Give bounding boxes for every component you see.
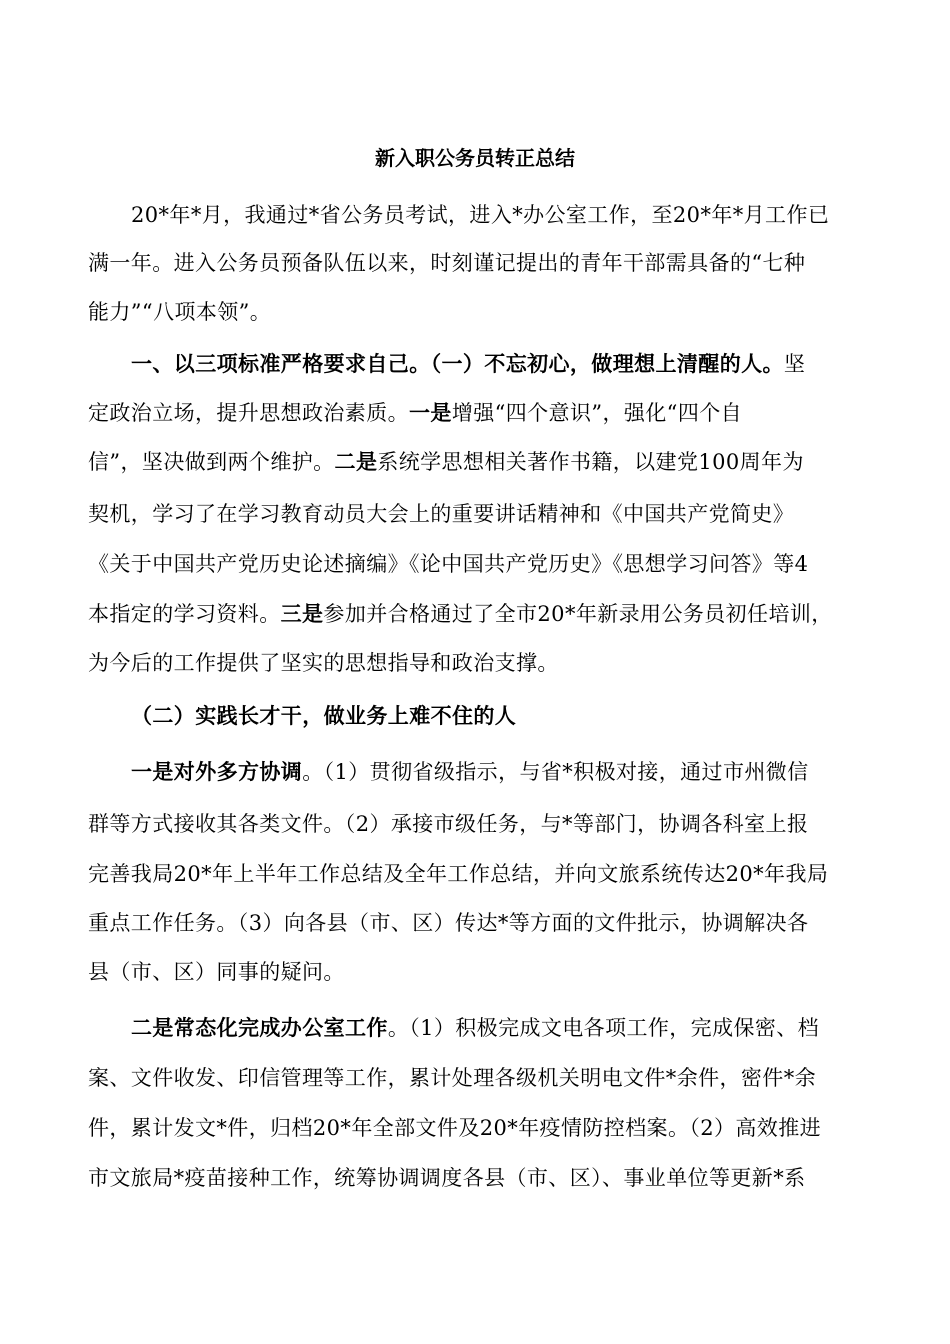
text-run: 系统学思想相关著作书籍，以建党100周年为 (377, 450, 804, 474)
text-run: 20*年*月，我通过*省公务员考试，进入*办公室工作，至20*年*月工作已 (131, 203, 830, 227)
text-run: 满一年。进入公务员预备队伍以来，时刻谨记提出的青年干部需具备的“七种 (88, 251, 806, 275)
body-line (88, 292, 271, 332)
body-line (88, 952, 345, 992)
body-line (88, 804, 808, 844)
text-run: 参加并合格通过了全市20*年新录用公务员初任培训， (323, 602, 833, 626)
text-run: 坚 (783, 352, 806, 376)
text-run: 完善我局20*年上半年工作总结及全年工作总结，并向文旅系统传达20*年我局 (88, 862, 829, 886)
text-run: 增强“四个意识”，强化“四个自 (451, 401, 743, 425)
body-line (88, 903, 808, 943)
bold-text: 二是 (334, 449, 378, 474)
body-line (131, 195, 829, 235)
document-title: 新入职公务员转正总结 (375, 146, 575, 170)
body-line (131, 1008, 819, 1048)
text-run: 定政治立场，提升思想政治素质。 (88, 401, 409, 425)
text-run: 《关于中国共产党历史论述摘编》《论中国共产党历史》《思想学习问答》等4 (88, 552, 809, 576)
bold-text: （二）实践长才干，做业务上难不住的人 (131, 703, 517, 728)
text-run: 重点工作任务。（3）向各县（市、区）传达*等方面的文件批示，协调解决各 (88, 911, 809, 935)
text-run: 契机，学习了在学习教育动员大会上的重要讲话精神和《中国共产党简史》 (88, 502, 795, 526)
text-run: 能力”“八项本领”。 (88, 300, 272, 324)
body-line (88, 393, 742, 433)
body-line (88, 442, 804, 482)
body-line (88, 1158, 806, 1198)
body-line (88, 594, 833, 634)
bold-text: 二是常态化完成办公室工作 (131, 1015, 388, 1040)
section-heading (131, 696, 516, 736)
bold-text: 三是 (280, 601, 324, 626)
bold-text: 一、以三项标准严格要求自己。（一）不忘初心，做理想上清醒的人。 (131, 351, 784, 376)
body-line (88, 544, 808, 584)
text-run: 本指定的学习资料。 (88, 602, 281, 626)
text-run: 件，累计发文*件，归档20*年全部文件及20*年疫情防控档案。（2）高效推进 (88, 1116, 822, 1140)
bold-text: 一是 (409, 400, 452, 425)
text-run: 县（市、区）同事的疑问。 (88, 960, 345, 984)
body-line (88, 854, 828, 894)
body-line (131, 344, 805, 384)
text-run: 市文旅局*疫苗接种工作，统筹协调调度各县（市、区）、事业单位等更新*系 (88, 1166, 806, 1190)
text-run: 为今后的工作提供了坚实的思想指导和政治支撑。 (88, 651, 559, 675)
text-run: 信”，坚决做到两个维护。 (88, 450, 335, 474)
text-run: 案、文件收发、印信管理等工作，累计处理各级机关明电文件*余件，密件*余 (88, 1066, 816, 1090)
bold-text: 一是对外多方协调 (131, 759, 303, 784)
text-run: 。（1）贯彻省级指示，与省*积极对接，通过市州微信 (302, 760, 809, 784)
body-line (88, 494, 794, 534)
body-line (131, 752, 809, 792)
body-line (88, 1058, 816, 1098)
body-line (88, 1108, 821, 1148)
body-line (88, 243, 805, 283)
text-run: 。（1）积极完成文电各项工作，完成保密、档 (387, 1016, 820, 1040)
text-run: 群等方式接收其各类文件。（2）承接市级任务，与*等部门，协调各科室上报 (88, 812, 809, 836)
body-line (88, 643, 559, 683)
